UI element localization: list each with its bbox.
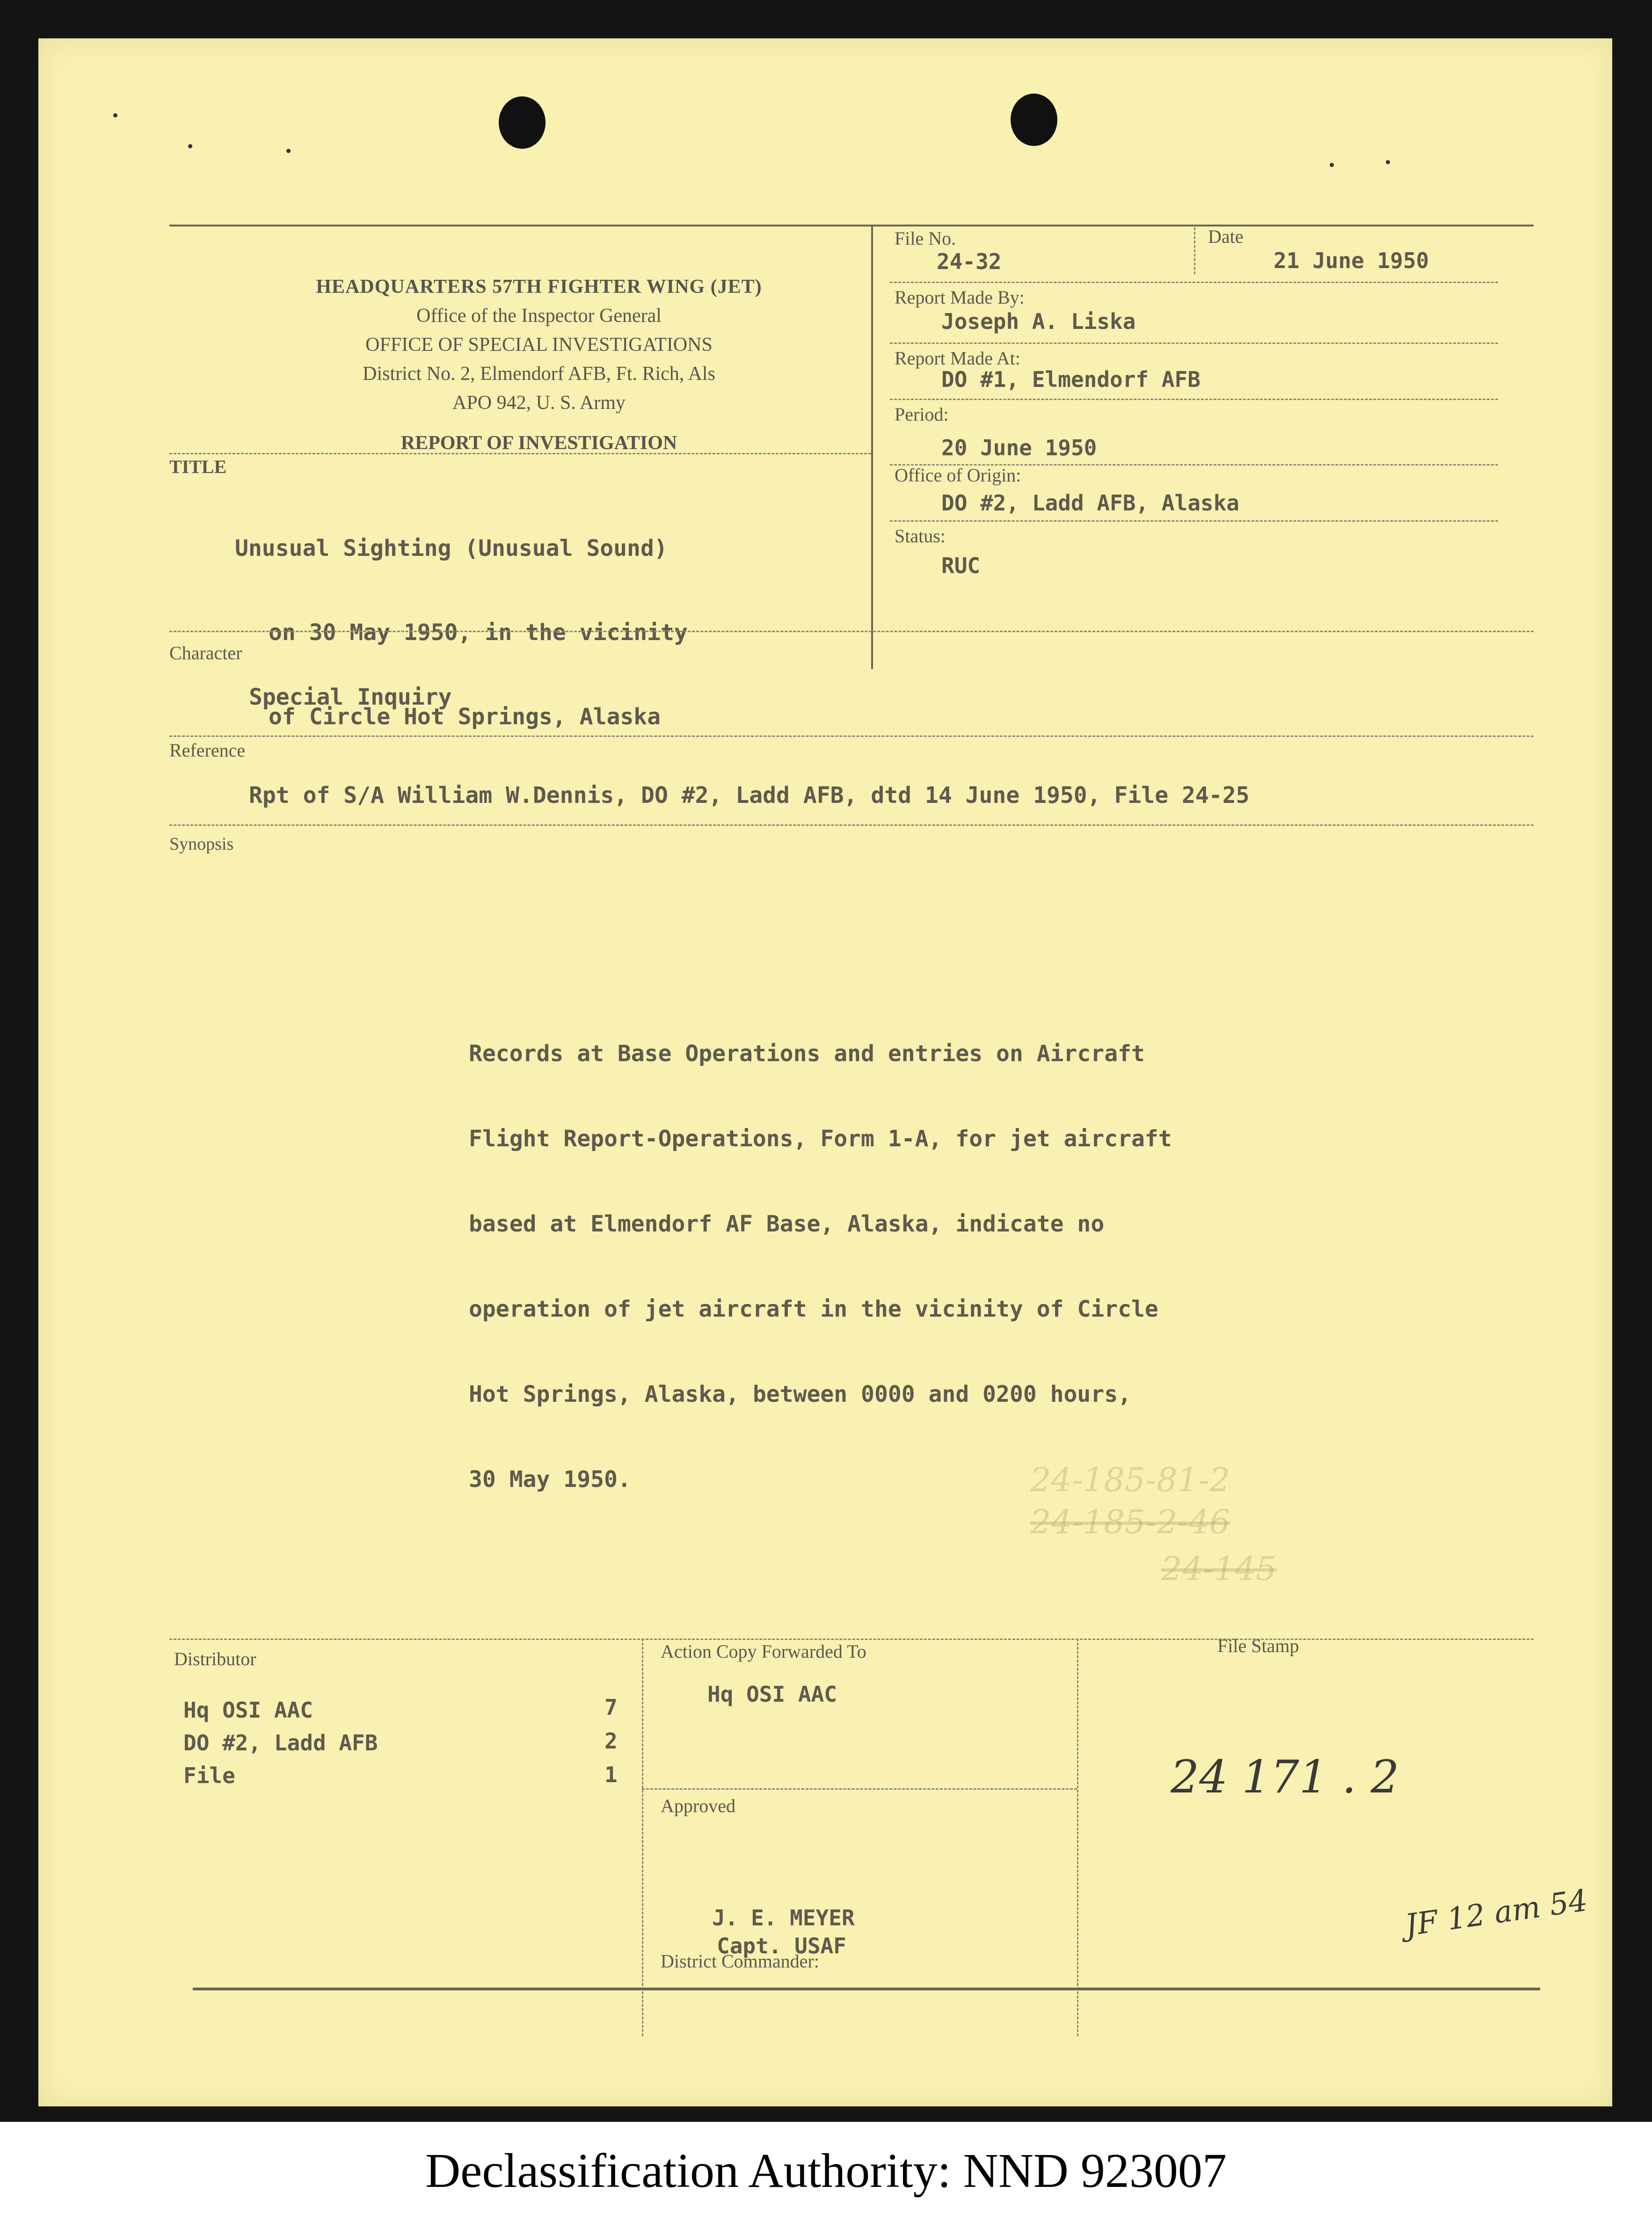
rule: [169, 631, 1534, 632]
title-label: TITLE: [169, 456, 227, 477]
title-line: of Circle Hot Springs, Alaska: [269, 704, 661, 730]
status-value: RUC: [941, 553, 981, 578]
synopsis-line: Records at Base Operations and entries on Aircraft: [469, 1041, 1145, 1067]
rule: [890, 342, 1498, 344]
declassification-caption: Declassification Authority: NND 923007: [425, 2144, 1227, 2198]
report-made-by-label: Report Made By:: [895, 287, 1025, 308]
top-rule: [169, 225, 1534, 226]
file-no-value: 24-32: [937, 249, 1002, 274]
distributor-count: 2: [604, 1728, 618, 1754]
faint-pencil-note: 24-185-81-2: [1030, 1461, 1230, 1499]
synopsis-line: Flight Report-Operations, Form 1-A, for jet aircraft: [469, 1126, 1172, 1152]
reference-label: Reference: [169, 740, 246, 761]
report-made-at-label: Report Made At:: [895, 348, 1020, 369]
distributor-label: Distributor: [174, 1648, 256, 1669]
bottom-rule: [193, 1988, 1540, 1990]
approver-name: J. E. MEYER: [712, 1905, 855, 1930]
synopsis-line: operation of jet aircraft in the vicinity of Circle: [469, 1296, 1158, 1322]
rule: [890, 282, 1498, 283]
file-stamp-label: File Stamp: [1217, 1635, 1299, 1656]
rule: [169, 1639, 1534, 1640]
header-line-4: District No. 2, Elmendorf AFB, Ft. Rich, Als: [363, 363, 715, 385]
title-line: on 30 May 1950, in the vicinity: [269, 619, 688, 646]
approver-rank: Capt. USAF: [717, 1933, 846, 1959]
synopsis-line: Hot Springs, Alaska, between 0000 and 0200 hours,: [469, 1381, 1132, 1407]
period-label: Period:: [895, 404, 949, 425]
report-made-by-value: Joseph A. Liska: [941, 309, 1136, 334]
agency-header: [202, 272, 876, 458]
rule: [169, 736, 1534, 737]
faint-pencil-note: 24-145: [1161, 1550, 1277, 1588]
header-divider: [871, 225, 873, 669]
synopsis-label: Synopsis: [169, 834, 234, 854]
header-line-3: OFFICE OF SPECIAL INVESTIGATIONS: [365, 334, 713, 356]
header-line-1: HEADQUARTERS 57TH FIGHTER WING (JET): [316, 276, 762, 298]
distributor-name: Hq OSI AAC: [183, 1697, 313, 1723]
title-text: [235, 483, 688, 788]
header-line-2: Office of the Inspector General: [416, 305, 662, 327]
date-divider: [1194, 227, 1195, 274]
synopsis-line: 30 May 1950.: [469, 1466, 631, 1493]
handwritten-initials: JF 12 am 54: [1403, 1883, 1590, 1943]
punch-hole-left: [499, 96, 546, 149]
office-of-origin-label: Office of Origin:: [895, 465, 1021, 486]
speck: [286, 149, 291, 153]
punch-hole-right: [1011, 94, 1057, 146]
date-value: 21 June 1950: [1274, 248, 1429, 273]
character-label: Character: [169, 642, 242, 663]
speck: [113, 113, 117, 117]
status-label: Status:: [895, 525, 946, 546]
speck: [1330, 163, 1334, 167]
action-copy-label: Action Copy Forwarded To: [661, 1641, 866, 1662]
speck: [1386, 160, 1390, 164]
synopsis-line: based at Elmendorf AF Base, Alaska, indicate no: [469, 1211, 1105, 1237]
distributor-count: 7: [604, 1695, 618, 1720]
rule: [642, 1788, 1077, 1790]
speck: [188, 144, 192, 148]
report-title: REPORT OF INVESTIGATION: [400, 432, 677, 454]
title-line: Unusual Sighting (Unusual Sound): [235, 535, 668, 561]
file-no-label: File No.: [895, 228, 956, 249]
rule: [890, 399, 1498, 400]
rule: [890, 520, 1498, 522]
distributor-name: DO #2, Ladd AFB: [183, 1730, 378, 1756]
distributor-name: File: [183, 1763, 235, 1788]
rule: [169, 824, 1534, 826]
file-stamp-handwriting: 24 171 . 2: [1171, 1751, 1399, 1803]
approver-role: District Commander:: [661, 1951, 819, 1972]
report-made-at-value: DO #1, Elmendorf AFB: [941, 367, 1201, 392]
office-of-origin-value: DO #2, Ladd AFB, Alaska: [941, 490, 1239, 516]
document-page: [38, 38, 1612, 2106]
reference-value: Rpt of S/A William W.Dennis, DO #2, Ladd AFB, dtd 14 June 1950, File 24-25: [249, 782, 1250, 809]
action-copy-value: Hq OSI AAC: [707, 1682, 837, 1707]
character-value: Special Inquiry: [249, 684, 452, 710]
date-label: Date: [1208, 226, 1244, 247]
distributor-count: 1: [604, 1762, 618, 1787]
divider: [642, 1639, 643, 2036]
approved-label: Approved: [661, 1795, 735, 1816]
title-rule: [169, 453, 871, 454]
divider: [1077, 1639, 1078, 2036]
period-value: 20 June 1950: [941, 435, 1097, 460]
header-line-5: APO 942, U. S. Army: [452, 392, 626, 414]
faint-pencil-note: 24-185-2-46: [1030, 1503, 1230, 1541]
